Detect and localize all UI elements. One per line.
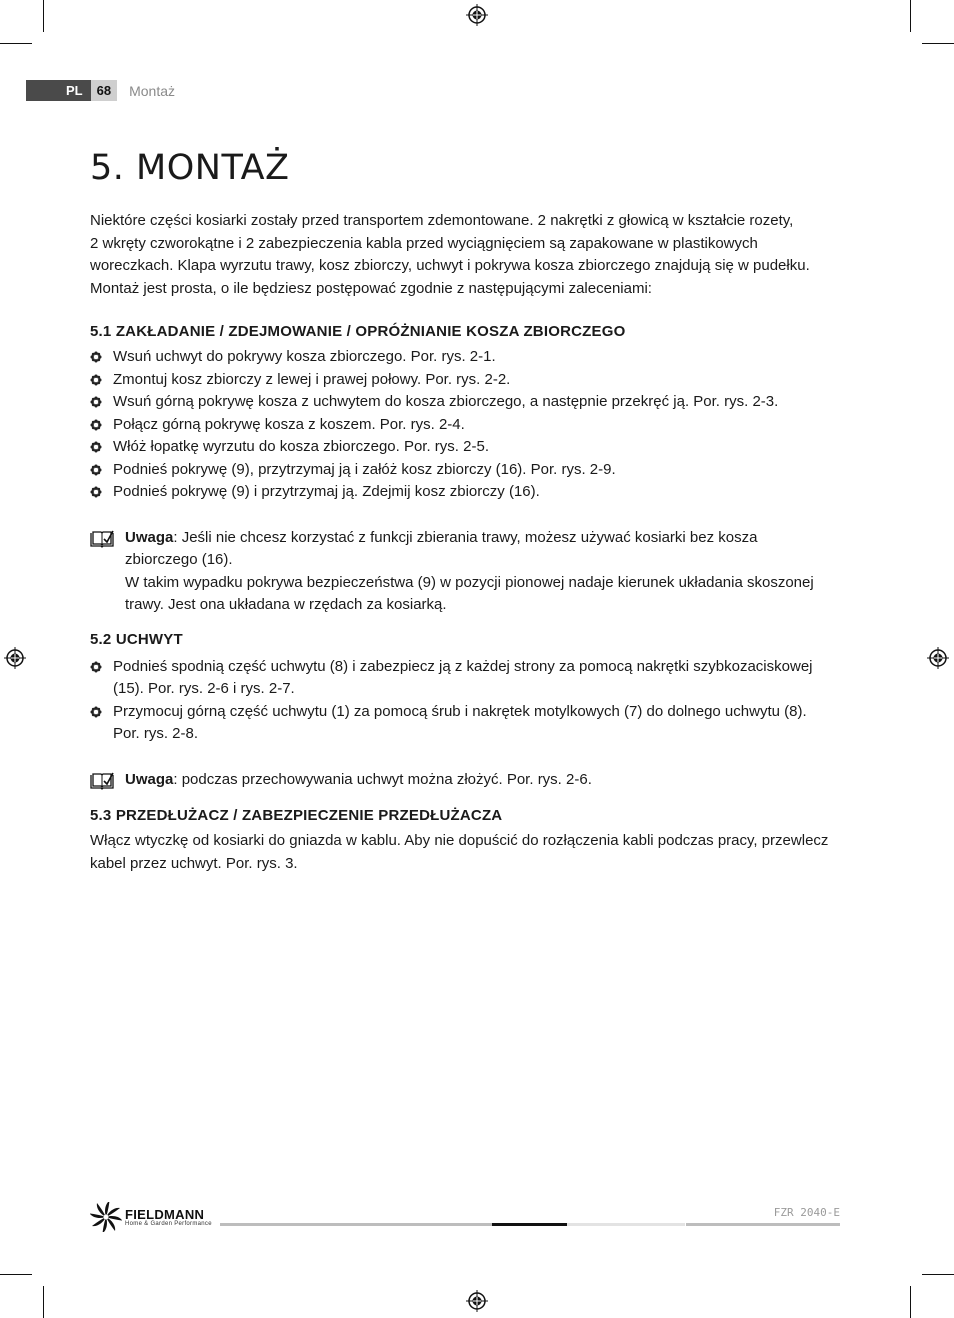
list-item-text: Podnieś pokrywę (9), przytrzymaj ją i załóż kosz zbiorczy (16). Por. rys. 2-9.: [113, 460, 616, 478]
flower-bullet-icon: [90, 441, 102, 453]
flower-bullet-icon: [90, 419, 102, 431]
text-line: kabel przez uchwyt. Por. rys. 3.: [90, 854, 298, 872]
list-item: [90, 481, 850, 504]
list-item-text: (15). Por. rys. 2-6 i rys. 2-7.: [113, 680, 295, 697]
step-list: [90, 656, 850, 746]
main-content: [90, 148, 850, 875]
flower-bullet-icon: [90, 486, 102, 498]
crop-mark: [922, 1274, 954, 1275]
section-heading: 5.3 PRZEDŁUŻACZ / ZABEZPIECZENIE PRZEDŁUŻACZA: [90, 807, 503, 824]
list-item: [90, 346, 850, 369]
list-item-text: Wsuń uchwyt do pokrywy kosza zbiorczego. Por. rys. 2-1.: [113, 348, 496, 365]
note-block: [90, 769, 850, 792]
note-text: zbiorczego (16).: [125, 551, 233, 568]
list-item: [90, 701, 850, 746]
list-item: [90, 414, 850, 437]
flower-bullet-icon: [90, 396, 102, 408]
list-item: [90, 436, 850, 459]
model-number: FZR 2040-E: [773, 1206, 840, 1219]
page-title: 5. MONTAŻ: [90, 148, 290, 188]
page-header: [26, 80, 175, 101]
brand-tagline: Home & Garden Performance: [125, 1220, 212, 1227]
footer-rule: [492, 1223, 567, 1226]
note-book-icon: [90, 772, 114, 790]
flower-bullet-icon: [90, 351, 102, 363]
list-item-text: Podnieś pokrywę (9) i przytrzymaj ją. Zdejmij kosz zbiorczy (16).: [113, 483, 540, 500]
crop-mark: [43, 0, 44, 32]
note-label: Uwaga: [125, 770, 174, 788]
brand-logo: [90, 1202, 212, 1232]
list-item: [90, 369, 850, 392]
flower-bullet-icon: [90, 661, 102, 673]
footer-rule: [220, 1223, 492, 1226]
body-paragraph: [90, 830, 850, 875]
fieldmann-fan-logo-icon: [90, 1202, 122, 1232]
section-name: Montaż: [129, 82, 176, 99]
note-label: Uwaga: [125, 528, 174, 546]
step-list: [90, 346, 850, 504]
registration-mark-icon: [4, 647, 26, 669]
crop-mark: [0, 43, 32, 44]
flower-bullet-icon: [90, 464, 102, 476]
page-footer: [90, 1202, 840, 1236]
list-item-text: Podnieś spodnią część uchwytu (8) i zabezpiecz ją z każdej strony za pomocą nakrętki szybkozaciskowej: [113, 657, 813, 675]
list-item: [90, 656, 850, 701]
list-item-text: Por. rys. 2-8.: [113, 725, 199, 742]
footer-rule: [686, 1223, 840, 1226]
text-line: Niektóre części kosiarki zostały przed transportem zdemontowane. 2 nakrętki z głowicą w kształcie rozety,: [90, 212, 794, 229]
language-code: PL: [64, 80, 91, 101]
list-item: [90, 459, 850, 482]
note-text: : podczas przechowywania uchwyt można złożyć. Por. rys. 2-6.: [173, 770, 592, 788]
crop-mark: [922, 43, 954, 44]
crop-mark: [910, 1286, 911, 1318]
note-text: W takim wypadku pokrywa bezpieczeństwa (9) w pozycji pionowej nadaje kierunek układania skoszonej: [125, 573, 814, 591]
text-line: Montaż jest prosta, o ile będziesz postępować zgodnie z następującymi zaleceniami:: [90, 279, 652, 297]
note-text: : Jeśli nie chcesz korzystać z funkcji zbierania trawy, możesz używać kosiarki bez kosza: [173, 528, 758, 546]
note-block: [90, 527, 850, 617]
list-item: [90, 391, 850, 414]
footer-rule: [567, 1223, 685, 1226]
page-number: 68: [91, 80, 117, 101]
note-book-icon: [90, 530, 114, 548]
text-line: woreczkach. Klapa wyrzutu trawy, kosz zbiorczy, uchwyt i pokrywa kosza zbiorczego znajdują się w pudełku.: [90, 257, 810, 274]
crop-mark: [910, 0, 911, 32]
crop-mark: [43, 1286, 44, 1318]
list-item-text: Wsuń górną pokrywę kosza z uchwytem do kosza zbiorczego, a następnie przekręć ją. Por. rys. 2-3.: [113, 393, 779, 410]
brand-name: FIELDMANN: [125, 1206, 205, 1222]
flower-bullet-icon: [90, 706, 102, 718]
header-bar: [26, 80, 64, 101]
list-item-text: Połącz górną pokrywę kosza z koszem. Por. rys. 2-4.: [113, 415, 465, 433]
list-item-text: Przymocuj górną część uchwytu (1) za pomocą śrub i nakrętek motylkowych (7) do dolnego uchwytu (8).: [113, 702, 807, 720]
section-heading: 5.1 ZAKŁADANIE / ZDEJMOWANIE / OPRÓŻNIANIE KOSZA ZBIORCZEGO: [90, 323, 626, 340]
intro-paragraph: [90, 210, 850, 300]
flower-bullet-icon: [90, 374, 102, 386]
registration-mark-icon: [466, 1290, 488, 1312]
list-item-text: Zmontuj kosz zbiorczy z lewej i prawej połowy. Por. rys. 2-2.: [113, 370, 511, 388]
text-line: Włącz wtyczkę od kosiarki do gniazda w kablu. Aby nie dopuścić do rozłączenia kabli podczas pracy, przewlecz: [90, 832, 829, 849]
note-text: trawy. Jest ona układana w rzędach za kosiarką.: [125, 596, 447, 613]
registration-mark-icon: [927, 647, 949, 669]
section-heading: 5.2 UCHWYT: [90, 630, 183, 648]
list-item-text: Włóż łopatkę wyrzutu do kosza zbiorczego. Por. rys. 2-5.: [113, 438, 489, 455]
text-line: 2 wkręty czworokątne i 2 zabezpieczenia kabla przed wyciągnięciem są zapakowane w plastikowych: [90, 234, 758, 252]
crop-mark: [0, 1274, 32, 1275]
registration-mark-icon: [466, 4, 488, 26]
